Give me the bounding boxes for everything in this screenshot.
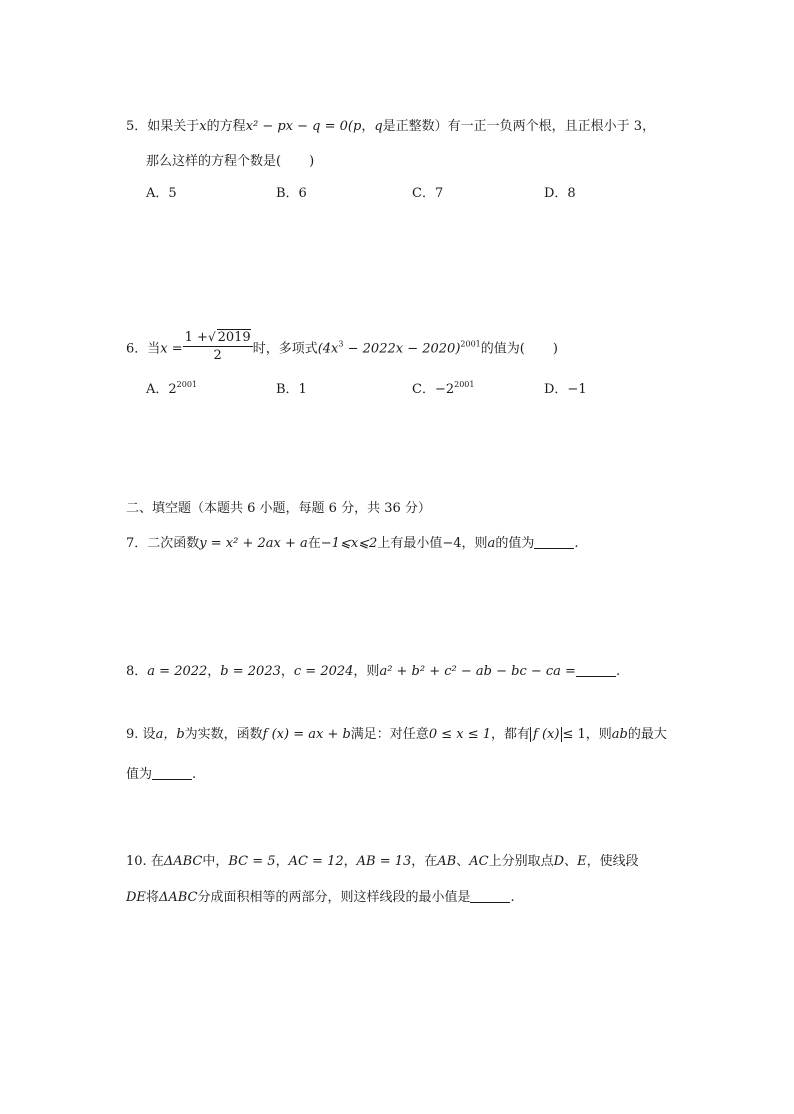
q6-option-b: B．1 — [276, 382, 307, 397]
math-ac: AC = 12 — [288, 854, 344, 869]
question-9-line-2 — [126, 763, 196, 782]
math-function: f (x) = ax + b — [262, 727, 351, 742]
poly-rest: − 2022x − 2020) — [343, 341, 461, 357]
q5-option-c: C．7 — [412, 186, 444, 201]
question-6 — [126, 332, 558, 366]
question-text: 的方程 — [206, 119, 246, 134]
option-label: A． — [146, 382, 169, 397]
question-text: ，则 — [585, 727, 612, 742]
math-value-a: a = 2022 — [147, 664, 208, 679]
math-var: x — [199, 119, 207, 134]
q6-option-a — [146, 378, 197, 397]
option-base: 2 — [168, 382, 177, 397]
math-ab: AB = 13 — [356, 854, 412, 869]
period: . — [510, 890, 515, 905]
math-condition: 0 ≤ x ≤ 1 — [428, 727, 492, 742]
math-bc: BC = 5 — [228, 854, 276, 869]
section-heading: 二、填空题（本题共 6 小题，每题 6 分，共 36 分） — [126, 501, 431, 516]
question-text: ，则 — [353, 664, 380, 679]
question-text: ，则 — [461, 536, 488, 551]
paren-close: ) — [552, 341, 558, 357]
answer-blank — [152, 767, 192, 780]
math-var: ab — [611, 727, 628, 742]
question-number: 9. — [126, 727, 139, 742]
abs-value: f (x) — [530, 727, 562, 742]
option-base: −2 — [434, 382, 455, 397]
sqrt-radicand: 2019 — [217, 330, 251, 345]
question-9 — [126, 723, 667, 742]
math-var: p — [353, 119, 362, 134]
q5-option-d: D．8 — [544, 186, 576, 201]
question-text: ，都有 — [491, 727, 531, 742]
math-equation: y = x² + 2ax + a — [199, 536, 308, 551]
poly-base: (4x — [317, 341, 339, 357]
question-text: 当 — [147, 341, 161, 357]
question-text: 是正整数）有一正一负两个根，且正根小于 3， — [382, 119, 656, 134]
exponent: 2001 — [176, 380, 198, 389]
math-value-c: c = 2024 — [293, 664, 354, 679]
exponent: 2001 — [454, 380, 475, 389]
question-text: ，在 — [411, 854, 438, 869]
paren-close: ) — [309, 154, 315, 169]
q5-option-a: A．5 — [146, 186, 177, 201]
question-text: 的最大 — [627, 727, 667, 742]
question-text: ，使线段 — [586, 854, 639, 869]
question-text: 在 — [150, 854, 164, 869]
math-var: a — [487, 536, 496, 551]
triangle: ΔABC — [163, 854, 203, 869]
question-text: 二次函数 — [147, 536, 200, 551]
math-var: q — [374, 119, 383, 134]
period: . — [615, 664, 621, 679]
math-le: ≤ 1 — [562, 727, 586, 742]
frac-denominator: 2 — [213, 348, 222, 363]
question-text: 设 — [142, 727, 156, 742]
question-number: 6． — [126, 341, 148, 357]
question-text: 满足：对任意 — [350, 727, 429, 742]
math-lhs: x = — [160, 341, 183, 357]
answer-blank — [470, 890, 510, 903]
separator: ， — [343, 854, 357, 869]
period: . — [574, 536, 579, 551]
math-expression: a² + b² + c² − ab − bc − ca = — [379, 664, 576, 679]
separator: ， — [207, 664, 221, 679]
answer-blank — [534, 536, 574, 549]
separator: 、 — [456, 854, 470, 869]
question-text: 时，多项式 — [252, 341, 318, 357]
question-text: 中， — [202, 854, 229, 869]
question-5 — [126, 115, 655, 134]
q5-option-b: B．6 — [276, 186, 307, 201]
triangle: ΔABC — [158, 890, 198, 905]
question-8 — [126, 660, 620, 679]
math-vars: a，b — [155, 727, 185, 742]
question-text: 为实数，函数 — [184, 727, 263, 742]
question-text: 如果关于 — [147, 119, 200, 134]
question-7 — [126, 532, 578, 551]
question-text: 值为 — [126, 767, 153, 782]
question-text: 分成面积相等的两部分，则这样线段的最小值是 — [197, 890, 471, 905]
question-text: 那么这样的方程个数是( — [146, 154, 282, 169]
question-text: 上分别取点 — [488, 854, 554, 869]
fraction: $\frac{1 +√ 2019}{2}$ — [184, 330, 251, 363]
question-10-line-2 — [126, 886, 515, 905]
q6-option-d: D．−1 — [544, 382, 587, 397]
question-text: 的值为( — [480, 341, 525, 357]
question-text: 在 — [307, 536, 321, 551]
question-number: 8． — [126, 664, 148, 679]
period: . — [192, 767, 197, 782]
exponent: 3 — [338, 339, 344, 349]
exponent: 2001 — [460, 339, 481, 349]
q6-option-c — [412, 378, 474, 397]
point-e: E — [577, 854, 587, 869]
question-10 — [126, 850, 639, 869]
separator: ， — [275, 854, 289, 869]
question-number: 5． — [126, 119, 148, 134]
question-text: 将 — [145, 890, 159, 905]
point-d: D — [553, 854, 565, 869]
math-equation: x² − px − q = 0( — [245, 119, 353, 134]
question-number: 10. — [126, 854, 147, 869]
math-value: −4 — [442, 536, 462, 551]
frac-numerator: 1 + — [184, 330, 208, 345]
answer-blank — [576, 664, 616, 677]
math-value-b: b = 2023 — [220, 664, 281, 679]
separator: ， — [361, 119, 375, 134]
segment-de: DE — [126, 890, 146, 905]
option-label: C． — [412, 382, 435, 397]
question-text: 的值为 — [495, 536, 535, 551]
segment-ac: AC — [469, 854, 489, 869]
separator: 、 — [564, 854, 578, 869]
math-range: −1⩽x⩽2 — [320, 536, 378, 551]
question-number: 7． — [126, 536, 148, 551]
separator: ， — [280, 664, 294, 679]
question-5-line-2 — [146, 150, 314, 169]
question-text: 上有最小值 — [377, 536, 443, 551]
segment-ab: AB — [437, 854, 457, 869]
